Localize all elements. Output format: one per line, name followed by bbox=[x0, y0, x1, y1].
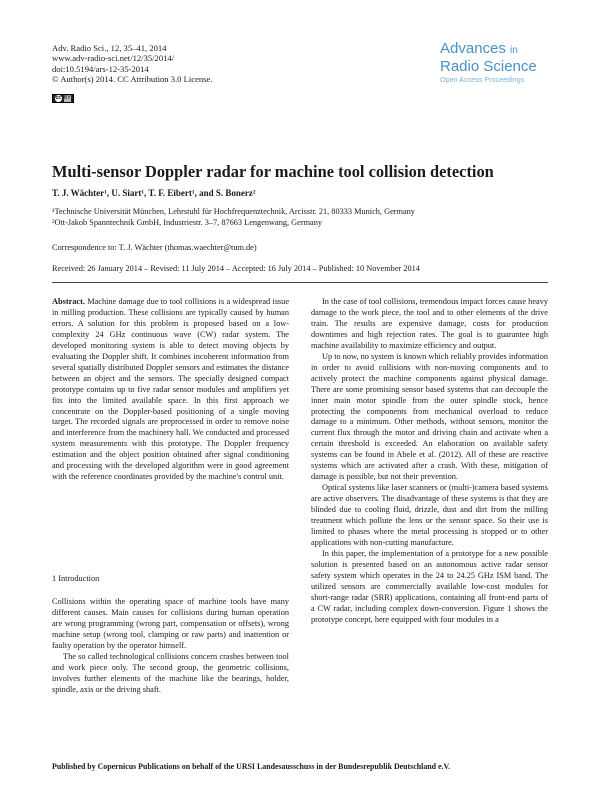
header-divider bbox=[52, 282, 548, 283]
cc-by-license-icon[interactable] bbox=[52, 94, 74, 103]
by-icon: BY bbox=[63, 95, 71, 101]
abstract-paragraph bbox=[52, 297, 289, 483]
paper-title: Multi-sensor Doppler radar for machine tool collision detection bbox=[52, 162, 494, 181]
license-line: © Author(s) 2014. CC Attribution 3.0 License. bbox=[52, 74, 213, 85]
cc-icon: cc bbox=[55, 95, 62, 101]
citation-block bbox=[52, 43, 213, 85]
abstract bbox=[52, 297, 289, 483]
section-heading-introduction: 1 Introduction bbox=[52, 574, 100, 583]
affiliations bbox=[52, 207, 415, 228]
abstract-text: Machine damage due to tool collisions is a widespread issue in milling production. These collisions are typically caused by human errors. A solution for this problem is proposed based on a low-complexity 24 GHz continuous wave (CW) radar system. The developed monitoring system is able to detect moving objects by evaluating the Doppler shift. It combines incoherent information from several spatially distributed Doppler sensors and estimates the distance between an object and the sensors. The specially designed compact prototype contains up to five radar sensor modules and amplifiers yet fits into the limited available space. In this first approach we concentrate on the Doppler-based positioning of a single moving target. The recorded signals are preprocessed in order to remove noise and interference from the machinery hall. We conducted and processed system measurements with this prototype. The Doppler frequency estimation and the object position obtained after signal conditioning and processing with the developed algorithm were in good agreement with the reference coordinates provided by the machine's control unit. bbox=[52, 297, 289, 482]
introduction-body bbox=[52, 597, 289, 696]
correspondence bbox=[52, 243, 257, 252]
affiliation-2: ²Ott-Jakob Spanntechnik GmbH, Industriestr. 3–7, 87663 Lengenwang, Germany bbox=[52, 217, 323, 227]
abstract-label: Abstract. bbox=[52, 297, 85, 306]
correspondence-text: Correspondence to: T. J. Wächter (thomas.waechter@tum.de) bbox=[52, 243, 257, 252]
journal-name-radio-science: Radio Science bbox=[440, 58, 537, 75]
publication-dates: Received: 26 January 2014 – Revised: 11 July 2014 – Accepted: 16 July 2014 – Published: 10 November 2014 bbox=[52, 264, 420, 273]
right-paragraph-3: Optical systems like laser scanners or (multi-)camera based systems are active observers. The disadvantage of these systems is that they are blinded due to cooling fluid, drizzle, dust and dirt from the milling treatment which pollute the lens or the sensor space. So their use is limited to phases where the metal processing is stopped or to other applications with non-cutting manufacture. bbox=[311, 483, 548, 547]
journal-name-in: in bbox=[510, 45, 518, 56]
journal-name-advances: Advances bbox=[440, 40, 506, 57]
publisher-footer: Published by Copernicus Publications on behalf of the URSI Landesausschuss in der Bundesrepublik Deutschland e.V. bbox=[52, 762, 451, 771]
journal-url-link[interactable]: www.adv-radio-sci.net/12/35/2014/ bbox=[52, 53, 175, 64]
affiliation-1: ¹Technische Universität München, Lehrstuhl für Hochfrequenztechnik, Arcisstr. 21, 80333 Munich, Germany bbox=[52, 207, 415, 216]
journal-tagline: Open Access Proceedings bbox=[440, 75, 525, 84]
citation-line: Adv. Radio Sci., 12, 35–41, 2014 bbox=[52, 43, 167, 53]
right-paragraph-1: In the case of tool collisions, tremendous impact forces cause heavy damage to the work piece, the tool and to other elements of the drive train. The results are expensive damage, costs for production downtimes and high rejection rates. The goal is to guarantee high machine availability to maximize efficiency and output. bbox=[311, 297, 548, 350]
right-column-body bbox=[311, 297, 548, 626]
author-list: T. J. Wächter¹, U. Siart¹, T. F. Eibert¹, and S. Bonerz² bbox=[52, 188, 256, 198]
right-paragraph-4: In this paper, the implementation of a prototype for a new possible solution is presented based on an autonomous active radar sensor safety system which operates in the 24 to 24.25 GHz ISM band. The utilized sensors are commercially available low-cost modules for short-range radar (SRR) applications, containing all front-end parts of a CW radar, including complex down-conversion. Figure 1 shows the prototype concept, here equipped with four modules in a bbox=[311, 548, 548, 624]
doi-link[interactable]: doi:10.5194/ars-12-35-2014 bbox=[52, 63, 149, 74]
intro-paragraph-1: Collisions within the operating space of machine tools have many different causes. Main causes for collisions during human operation are wrong programming (wrong part, compensation or offsets), wrong machine setup (wrong tool, clamping or raw parts) and inattention or faulty operation by the operator himself. bbox=[52, 597, 289, 650]
journal-logo bbox=[440, 41, 537, 85]
intro-paragraph-2: The so called technological collisions concern crashes between tool and work piece only. The second group, the geometric collisions, involves further elements of the machine like the bearings, holder, spindle, axis or the driving shaft. bbox=[52, 651, 289, 694]
right-paragraph-2: Up to now, no system is known which reliably provides information in order to avoid collisions with non-moving components and to actively protect the machine components against physical damage. There are some promising sensor based systems that can decouple the inner main motor spindle from the outer spindle stock, hence protecting the components from mechanical overload to reduce damage to a minimum. Other methods, without sensors, monitor the current flux through the motor and driving chain and activate when a certain threshold is exceeded. An elaboration on available safety systems can be found in Abele et al. (2012). All of these are reactive systems which are activated after a crash. With these, mitigation of damage is possible, but not their prevention. bbox=[311, 351, 548, 482]
journal-logo-line1 bbox=[440, 41, 537, 59]
